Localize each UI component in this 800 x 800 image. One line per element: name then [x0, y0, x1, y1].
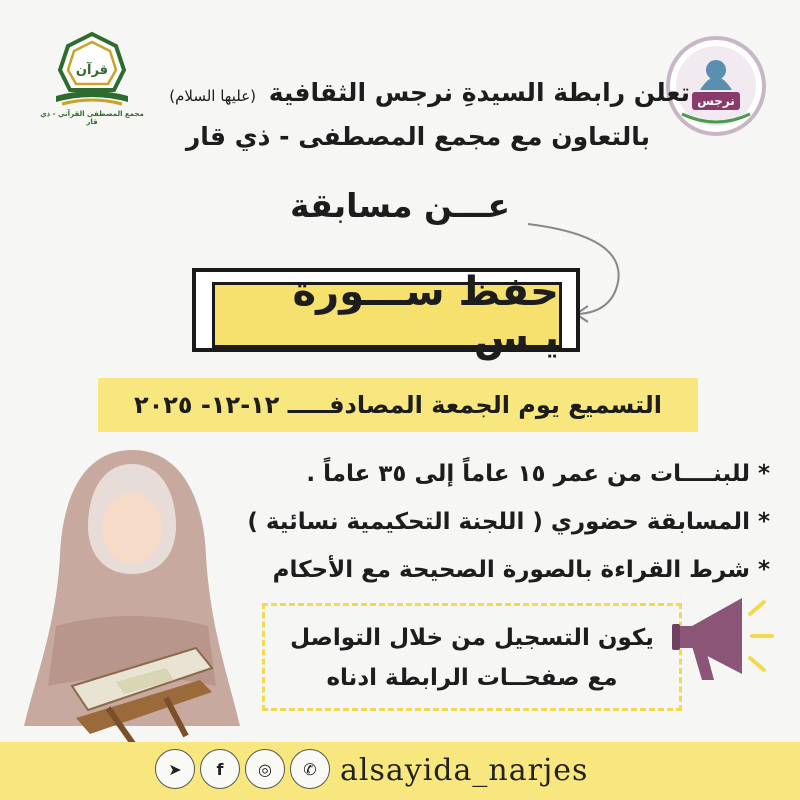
narjes-logo-name: نرجس: [697, 94, 735, 108]
megaphone-icon: [668, 584, 776, 696]
announcement-line-1: [150, 78, 690, 107]
whatsapp-icon[interactable]: ✆: [290, 749, 330, 789]
registration-line-2: مع صفحــات الرابطة ادناه: [326, 665, 618, 691]
announcement-line-3: عـــن مسابقة: [289, 186, 511, 225]
condition-item: [210, 450, 770, 498]
almustafa-logo-caption: مجمع المصطفى القرآني - ذي قار: [40, 110, 144, 126]
competition-title: حفظ ســـورة يـس: [212, 282, 562, 348]
facebook-icon[interactable]: f: [200, 749, 240, 789]
registration-line-1: يكون التسجيل من خلال التواصل: [290, 625, 654, 651]
condition-text: للبنــــات من عمر ١٥ عاماً إلى ٣٥ عاماً .: [306, 461, 750, 487]
condition-text: المسابقة حضوري ( اللجنة التحكيمية نسائية ): [247, 509, 750, 535]
almustafa-logo: [40, 30, 144, 126]
instagram-icon[interactable]: ◎: [245, 749, 285, 789]
condition-text: شرط القراءة بالصورة الصحيحة مع الأحكام: [272, 557, 750, 583]
bullet-star: *: [757, 509, 770, 535]
bullet-star: *: [757, 461, 770, 487]
girl-reading-quran-illustration: [16, 436, 248, 748]
registration-box: [262, 603, 682, 711]
conditions-list: [210, 450, 770, 594]
honorific: (عليها السلام): [169, 87, 257, 105]
svg-text:قرآن: قرآن: [75, 63, 109, 78]
announcement-line-2: بالتعاون مع مجمع المصطفى - ذي قار: [185, 122, 650, 151]
condition-item: [210, 498, 770, 546]
association-name: تعلن رابطة السيدةِ نرجس الثقافية: [268, 78, 690, 107]
bullet-star: *: [757, 557, 770, 583]
social-handle[interactable]: alsayida_narjes: [340, 753, 589, 788]
date-line: التسميع يوم الجمعة المصادفـــــ ١٢-١٢- ٢٠٢٥: [98, 378, 698, 432]
telegram-icon[interactable]: ➤: [155, 749, 195, 789]
